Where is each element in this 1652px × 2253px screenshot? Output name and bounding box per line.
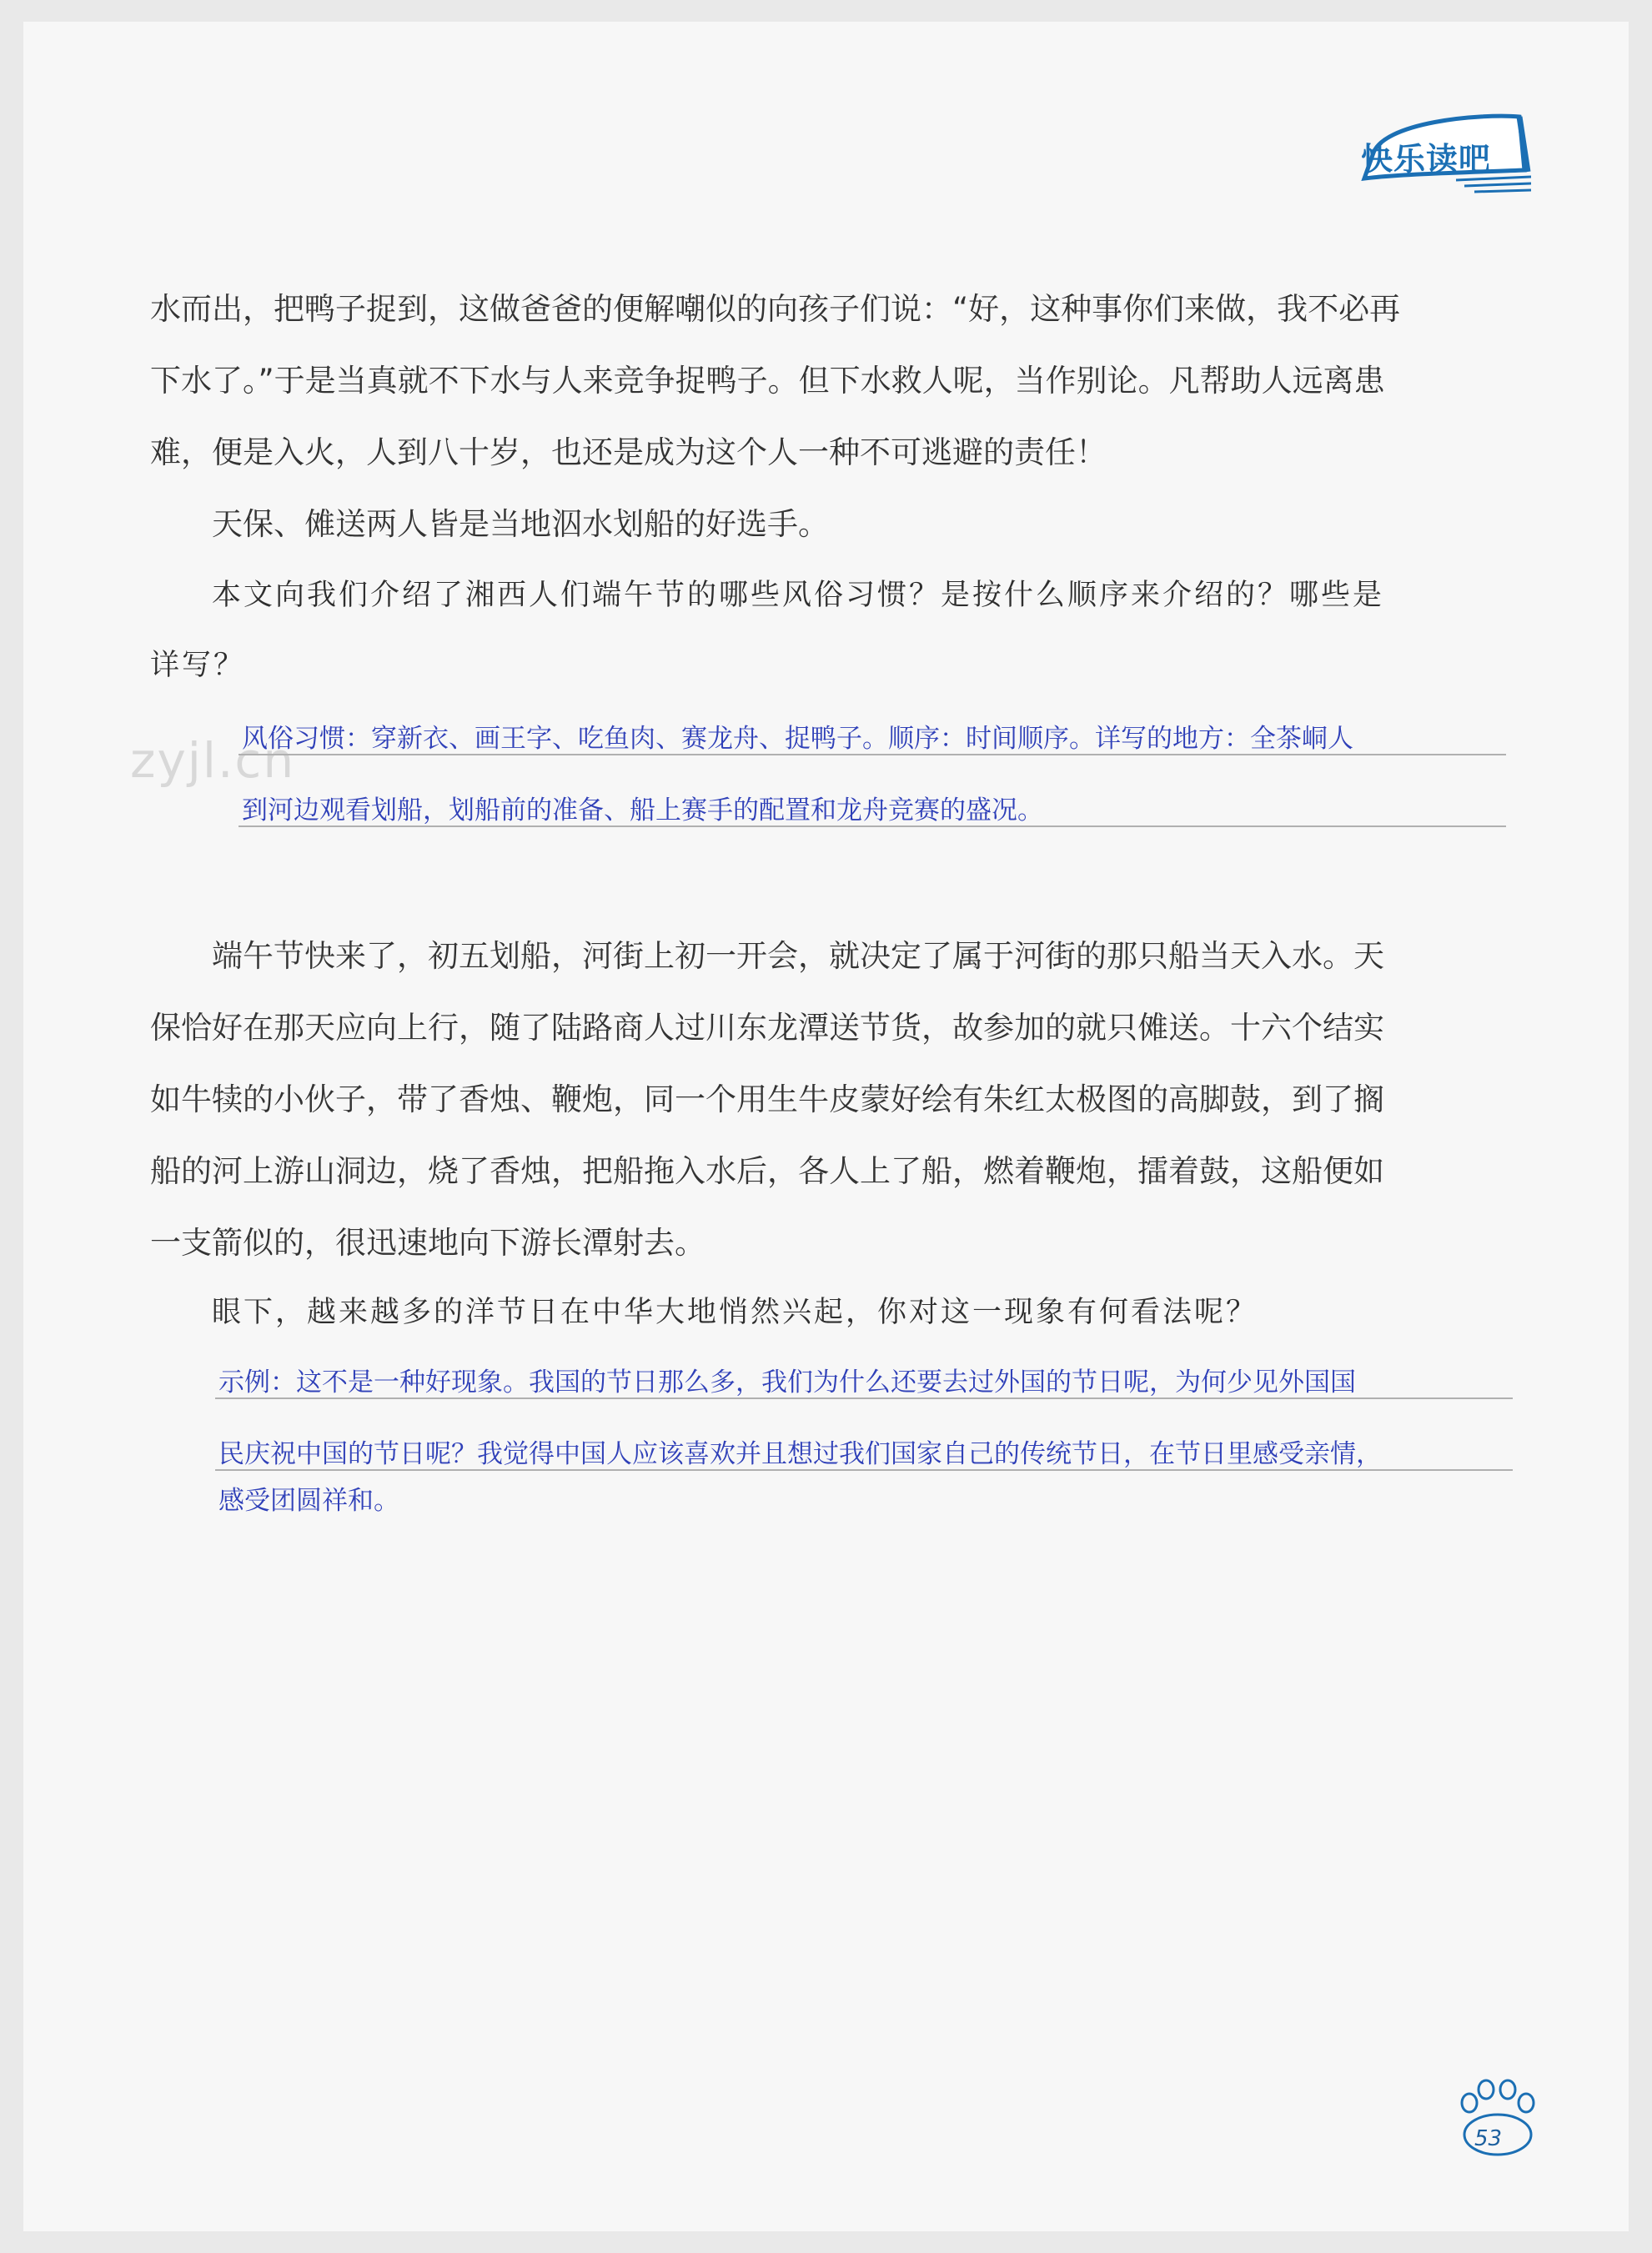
- section-title: 快乐读吧: [1361, 141, 1492, 178]
- page-number: 53: [1474, 2126, 1503, 2151]
- answer1-rule-2: [239, 825, 1506, 827]
- page: [23, 22, 1629, 2231]
- question1-line-1: 本文向我们介绍了湘西人们端午节的哪些风俗习惯？是按什么顺序来介绍的？哪些是: [212, 579, 1385, 612]
- passage2-line-5: 一支箭似的，很迅速地向下游长潭射去。: [150, 1225, 705, 1261]
- passage2-line-4: 船的河上游山洞边，烧了香烛，把船拖入水后，各人上了船，燃着鞭炮，擂着鼓，这船便如: [150, 1153, 1384, 1189]
- passage2-line-2: 保恰好在那天应向上行，随了陆路商人过川东龙潭送节货，故参加的就只傩送。十六个结实: [150, 1010, 1384, 1046]
- watermark: zyjl.cn: [130, 732, 296, 789]
- answer1-line-2: 到河边观看划船，划船前的准备、船上赛手的配置和龙舟竞赛的盛况。: [242, 795, 1043, 825]
- answer2-line-1: 示例：这不是一种好现象。我国的节日那么多，我们为什么还要去过外国的节日呢，为何少见外国国: [218, 1367, 1356, 1397]
- answer2-rule-1: [215, 1397, 1513, 1399]
- answer2-line-2: 民庆祝中国的节日呢？我觉得中国人应该喜欢并且想过我们国家自己的传统节日，在节日里感受亲情，: [218, 1439, 1382, 1469]
- passage1-line-1: 水而出，把鸭子捉到，这做爸爸的便解嘲似的向孩子们说：“好，这种事你们来做，我不必再: [150, 291, 1401, 327]
- answer2-line-3: 感受团圆祥和。: [218, 1486, 399, 1516]
- passage1-line-4: 天保、傩送两人皆是当地泅水划船的好选手。: [212, 506, 829, 542]
- passage2-line-1: 端午节快来了，初五划船，河街上初一开会，就决定了属于河街的那只船当天入水。天: [212, 938, 1384, 974]
- passage2-line-3: 如牛犊的小伙子，带了香烛、鞭炮，同一个用生牛皮蒙好绘有朱红太极图的高脚鼓，到了搁: [150, 1081, 1384, 1117]
- question1-line-2: 详写？: [150, 649, 246, 682]
- answer2-rule-2: [215, 1469, 1513, 1471]
- answer1-line-1: 风俗习惯：穿新衣、画王字、吃鱼肉、赛龙舟、捉鸭子。顺序：时间顺序。详写的地方：全茶峒人: [242, 724, 1353, 754]
- passage1-line-3: 难，便是入火，人到八十岁，也还是成为这个人一种不可逃避的责任！: [150, 434, 1107, 470]
- question2-text: 眼下，越来越多的洋节日在中华大地悄然兴起，你对这一现象有何看法呢？: [212, 1296, 1258, 1329]
- passage1-line-2: 下水了。”于是当真就不下水与人来竞争捉鸭子。但下水救人呢，当作别论。凡帮助人远离患: [150, 363, 1385, 399]
- answer1-rule-1: [239, 754, 1506, 755]
